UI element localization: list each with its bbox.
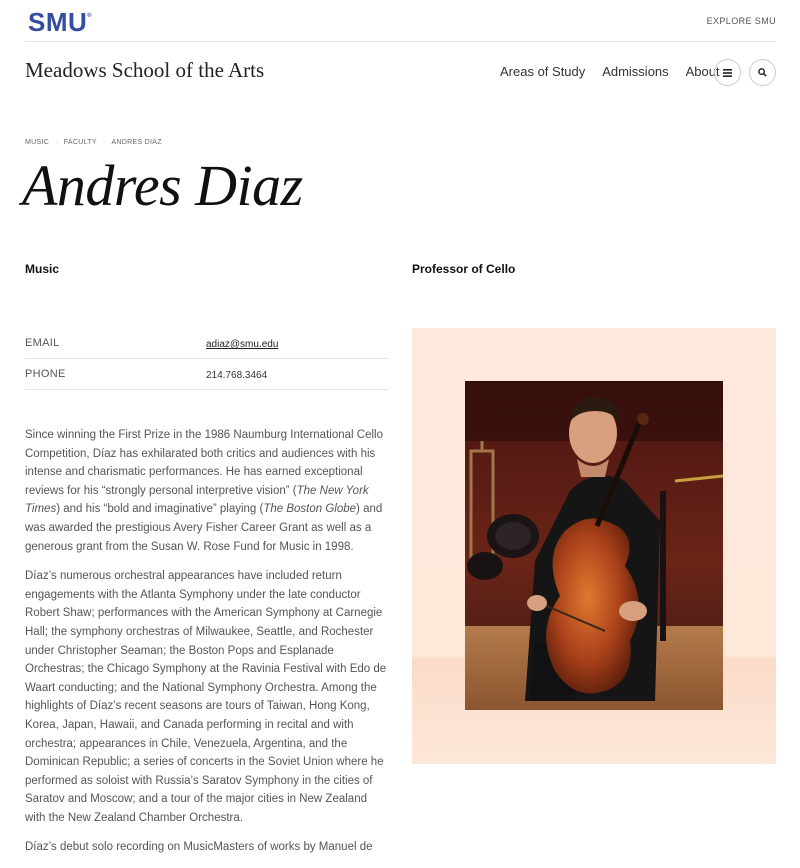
breadcrumb-faculty[interactable]: FACULTY [63, 139, 97, 146]
photo-panel [412, 328, 776, 764]
bio-paragraph-1: Since winning the First Prize in the 1986 Naumburg International Cello Competition, Díaz has exhilarated both critics and audiences with his intense and charismatic performances. He has earned exceptional reviews for his “strongly personal interpretive vision” (The New York Times) and his “bold and imaginative” playing (The Boston Globe) and was awarded the prestigious Avery Fisher Career Grant as well as a generous grant from the Susan W. Rose Fund for Music in 1998. [25, 429, 383, 553]
smu-logo[interactable]: SMU® [28, 7, 93, 37]
biography [25, 426, 387, 868]
portrait-photo [465, 381, 723, 710]
bio-paragraph-3: Díaz’s debut solo recording on MusicMasters of works by Manuel de [25, 841, 373, 854]
position-title: Professor of Cello [412, 262, 516, 276]
nav-admissions[interactable]: Admissions [602, 64, 669, 79]
email-row [25, 328, 388, 359]
breadcrumb-music[interactable]: MUSIC [25, 139, 50, 146]
department-label: Music [25, 262, 60, 276]
breadcrumb-separator: · [102, 139, 106, 146]
main-nav [500, 64, 734, 79]
nav-about[interactable]: About [685, 64, 720, 79]
phone-value: 214.768.3464 [206, 370, 268, 381]
nav-areas-of-study[interactable]: Areas of Study [500, 64, 586, 79]
explore-smu-link[interactable]: EXPLORE SMU [706, 16, 776, 26]
email-label: EMAIL [25, 337, 60, 349]
search-button[interactable] [749, 59, 776, 86]
breadcrumb-current: ANDRES DIAZ [111, 139, 162, 146]
menu-button[interactable] [714, 59, 741, 86]
phone-row [25, 359, 388, 390]
breadcrumb [25, 139, 162, 146]
bio-paragraph-2: Díaz’s numerous orchestral appearances have included return engagements with the Atlanta Symphony under the late conductor Robert Shaw; performances with the American Symphony at Carnegie Hall; the symphony orchestras of Milwaukee, Seattle, and Rochester under Christopher Seaman; the Boston Pops and Esplanade Orchestras; the Chicago Symphony at the Ravinia Festival with Edo de Waart conducting; and the National Symphony Orchestra. Among the highlights of Díaz’s recent seasons are tours of Taiwan, Hong Kong, Korea, Japan, Hawaii, and Canada performing in recital and with orchestra; appearances in Chile, Venezuela, Argentina, and the Dominican Republic; a series of concerts in the Soviet Union where he performed as soloist with Russia’s Saratov Symphony in the cities of Saratov and Moscow; and a tour of the major cities in New Zealand with the New Zealand Chamber Orchestra. [25, 570, 387, 824]
school-title[interactable]: Meadows School of the Arts [25, 58, 265, 82]
email-link[interactable]: adiaz@smu.edu [206, 339, 279, 350]
contact-table [25, 328, 388, 390]
top-bar [25, 0, 776, 42]
page-title: Andres Diaz [22, 153, 303, 218]
phone-label: PHONE [25, 368, 66, 380]
breadcrumb-separator: · [55, 139, 58, 146]
search-icon [758, 68, 767, 77]
hamburger-icon [723, 69, 732, 77]
